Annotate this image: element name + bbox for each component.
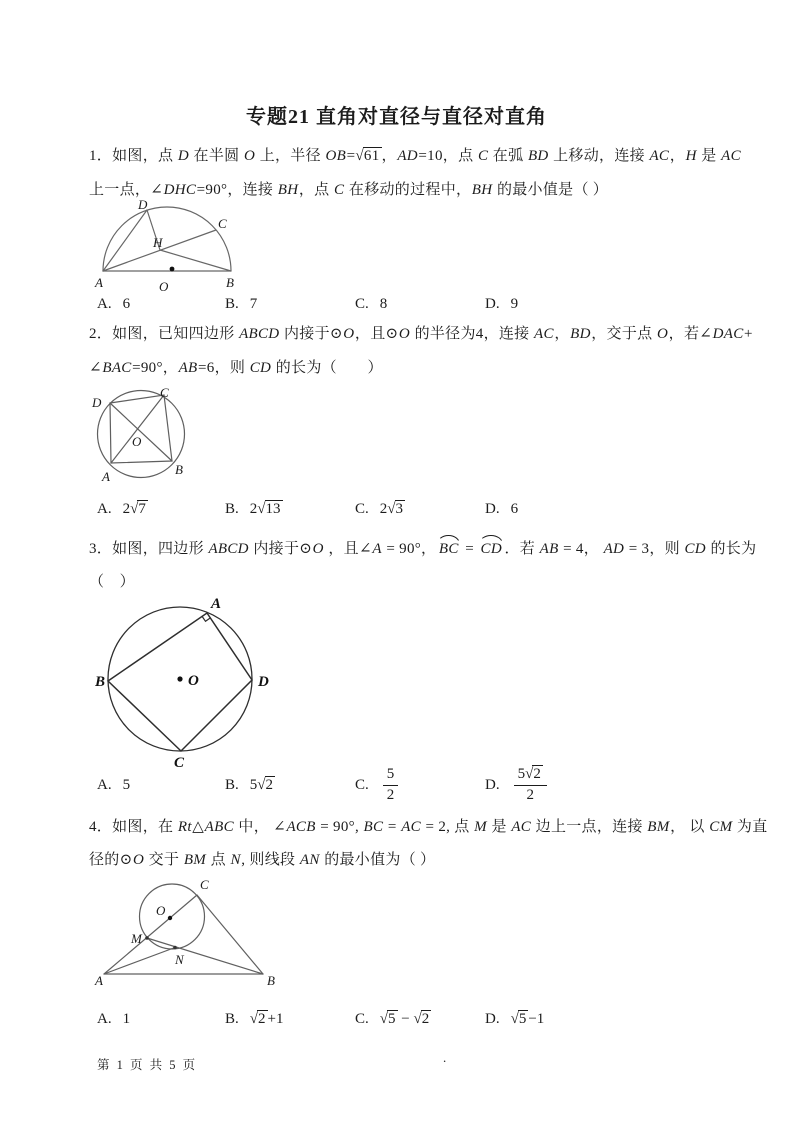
option-2c: C. 2√3: [355, 500, 403, 517]
option-2b: B. 2√13: [225, 500, 281, 517]
point-M-dot: [145, 936, 149, 940]
point-label-B: B: [175, 462, 183, 477]
segment-BM: [147, 938, 263, 974]
option-2a: A. 2√7: [97, 500, 146, 517]
point-label-A: A: [211, 596, 222, 612]
page-number-footer: 第 1 页 共 5 页: [97, 1058, 198, 1072]
option-3b: B. 5√2: [225, 776, 273, 793]
problem-3-options: [97, 762, 717, 808]
point-N-dot: [173, 946, 177, 950]
point-label-D: D: [92, 395, 102, 410]
problem-4-line-2: 径的⊙O 交于 BM 点 N, 则线段 AN 的最小值为（ ）: [89, 852, 436, 868]
footer-dot: .: [443, 1050, 447, 1065]
point-label-B: B: [95, 674, 106, 690]
point-label-O: O: [159, 279, 169, 294]
option-1b: B. 7: [225, 295, 258, 312]
problem-4-options: [97, 1007, 717, 1031]
figure-problem-3-inscribed-quadrilateral: [95, 596, 271, 770]
point-label-A: A: [95, 973, 103, 988]
figure-problem-2-cyclic-quadrilateral: [90, 387, 202, 489]
page-title: 专题21 直角对直径与直径对直角: [246, 106, 547, 128]
option-3d: D. $\frac{5√2}{2}$: [485, 762, 550, 808]
point-label-N: N: [175, 952, 184, 967]
problem-1-line-1: 1．如图，点 D 在半圆 O 上，半径 OB=√61 ，AD=10，点 C 在弧 BD 上移动，连接 AC，H 是 AC: [89, 148, 741, 164]
problem-1-line-2: 上一点，∠DHC=90°，连接 BH，点 C 在移动的过程中，BH 的最小值是（ ）: [89, 182, 609, 198]
point-label-H: H: [153, 235, 163, 250]
point-label-O: O: [188, 673, 199, 689]
point-label-A: A: [102, 469, 110, 484]
point-label-C: C: [218, 216, 227, 231]
segment-AN: [104, 948, 175, 975]
point-label-C: C: [174, 755, 185, 770]
problem-2-line-2: ∠BAC=90°，AB=6，则 CD 的长为（ ）: [89, 360, 383, 376]
option-3a: A. 5: [97, 776, 131, 793]
center-point-dot: [168, 916, 172, 920]
point-label-O: O: [132, 434, 142, 449]
option-4c: C. √5 − √2: [355, 1010, 430, 1027]
problem-3-line-2: （ ）: [89, 574, 135, 590]
center-point-dot: [170, 267, 175, 272]
problem-1-options: [97, 292, 717, 316]
option-1a: A. 6: [97, 295, 131, 312]
point-label-B: B: [267, 973, 275, 988]
problem-4-line-1: 4．如图，在 Rt△ABC 中， ∠ACB = 90°, BC = AC = 2, 点 M 是 AC 边上一点，连接 BM， 以 CM 为直: [89, 819, 768, 835]
segment-AD: [103, 210, 147, 271]
problem-3-line-1: 3．如图，四边形 ABCD 内接于⊙O ，且∠A = 90°， BC = CD ．若 AB = 4， AD = 3，则 CD 的长为: [89, 539, 756, 560]
center-point-dot: [177, 676, 182, 681]
option-2d: D. 6: [485, 500, 519, 517]
point-label-B: B: [226, 275, 234, 290]
point-label-O: O: [156, 903, 166, 918]
point-label-A: A: [95, 275, 103, 290]
point-label-C: C: [160, 387, 169, 400]
option-1c: C. 8: [355, 295, 388, 312]
problem-2-line-1: 2．如图，已知四边形 ABCD 内接于⊙O，且⊙O 的半径为4，连接 AC，BD，交于点 O，若∠DAC+: [89, 326, 753, 342]
point-label-C: C: [200, 877, 209, 892]
figure-problem-1-semicircle: [93, 199, 248, 296]
figure-problem-4-triangle-with-circle: [88, 871, 284, 988]
option-4a: A. 1: [97, 1010, 131, 1027]
semicircle-arc: [103, 207, 231, 271]
segment-BC: [197, 895, 263, 974]
problem-2-options: [97, 497, 717, 521]
option-1d: D. 9: [485, 295, 519, 312]
option-4d: D. √5 −1: [485, 1010, 545, 1027]
point-label-M: M: [131, 931, 142, 946]
option-3c: C. $\frac{5}{2}$: [355, 762, 401, 808]
point-label-D: D: [258, 674, 269, 690]
option-4b: B. √2 +1: [225, 1010, 284, 1027]
point-label-D: D: [138, 199, 148, 212]
